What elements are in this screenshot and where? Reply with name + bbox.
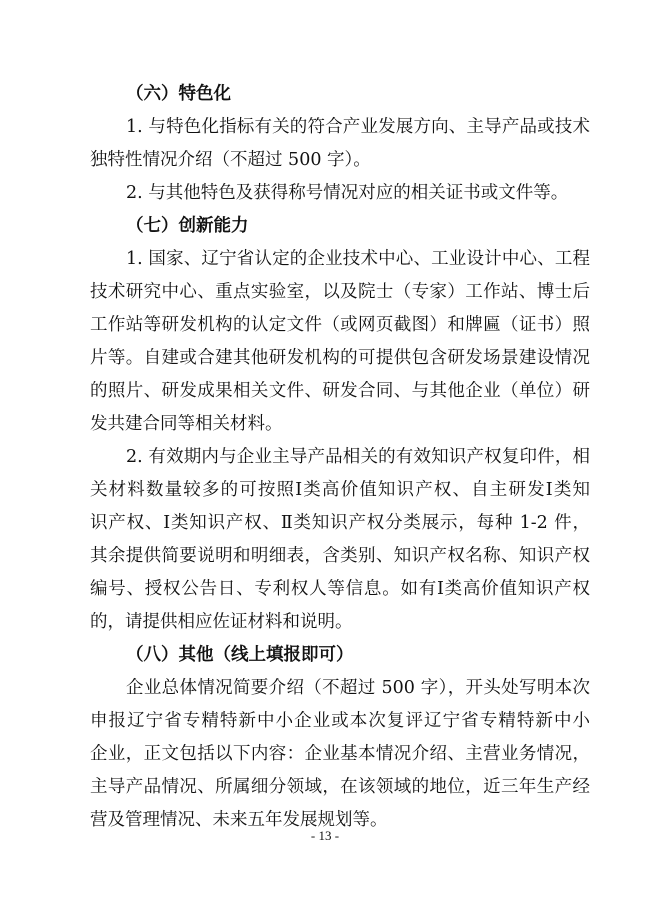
page-number: - 13 - [310,828,340,843]
text-line: 企业，正文包括以下内容：企业基本情况介绍、主营业务情况， [90,744,590,764]
document-page [90,78,590,837]
section-heading-six: （六）特色化 [126,84,231,104]
text-line: 2. 与其他特色及获得称号情况对应的相关证书或文件等。 [126,183,569,203]
section-heading-eight: （八）其他（线上填报即可） [126,645,354,665]
text-line: 工作站等研发机构的认定文件（或网页截图）和牌匾（证书）照 [90,315,590,335]
text-line: 申报辽宁省专精特新中小企业或本次复评辽宁省专精特新中小 [90,711,590,731]
text-line: 发共建合同等相关材料。 [90,414,283,434]
text-line: 独特性情况介绍（不超过 500 字）。 [90,150,371,170]
text-line: 编号、授权公告日、专利权人等信息。如有Ⅰ类高价值知识产权 [90,579,590,599]
text-line: 1. 国家、辽宁省认定的企业技术中心、工业设计中心、工程 [126,249,590,269]
text-line: 企业总体情况简要介绍（不超过 500 字），开头处写明本次 [126,678,590,698]
text-line: 的，请提供相应佐证材料和说明。 [90,612,353,632]
text-line: 技术研究中心、重点实验室，以及院士（专家）工作站、博士后 [90,282,590,302]
text-line: 识产权、Ⅰ类知识产权、Ⅱ类知识产权分类展示，每种 1-2 件， [90,513,590,533]
text-line: 主导产品情况、所属细分领域，在该领域的地位，近三年生产经 [90,777,590,797]
section-heading-seven: （七）创新能力 [126,216,249,236]
text-line: 的照片、研发成果相关文件、研发合同、与其他企业（单位）研 [90,381,590,401]
text-line: 其余提供简要说明和明细表，含类别、知识产权名称、知识产权 [90,546,590,566]
text-line: 营及管理情况、未来五年发展规划等。 [90,810,388,830]
text-line: 关材料数量较多的可按照Ⅰ类高价值知识产权、自主研发Ⅰ类知 [90,480,590,500]
text-line: 2. 有效期内与企业主导产品相关的有效知识产权复印件，相 [126,447,590,467]
text-line: 片等。自建或合建其他研发机构的可提供包含研发场景建设情况 [90,348,590,368]
text-line: 1. 与特色化指标有关的符合产业发展方向、主导产品或技术 [126,117,590,137]
